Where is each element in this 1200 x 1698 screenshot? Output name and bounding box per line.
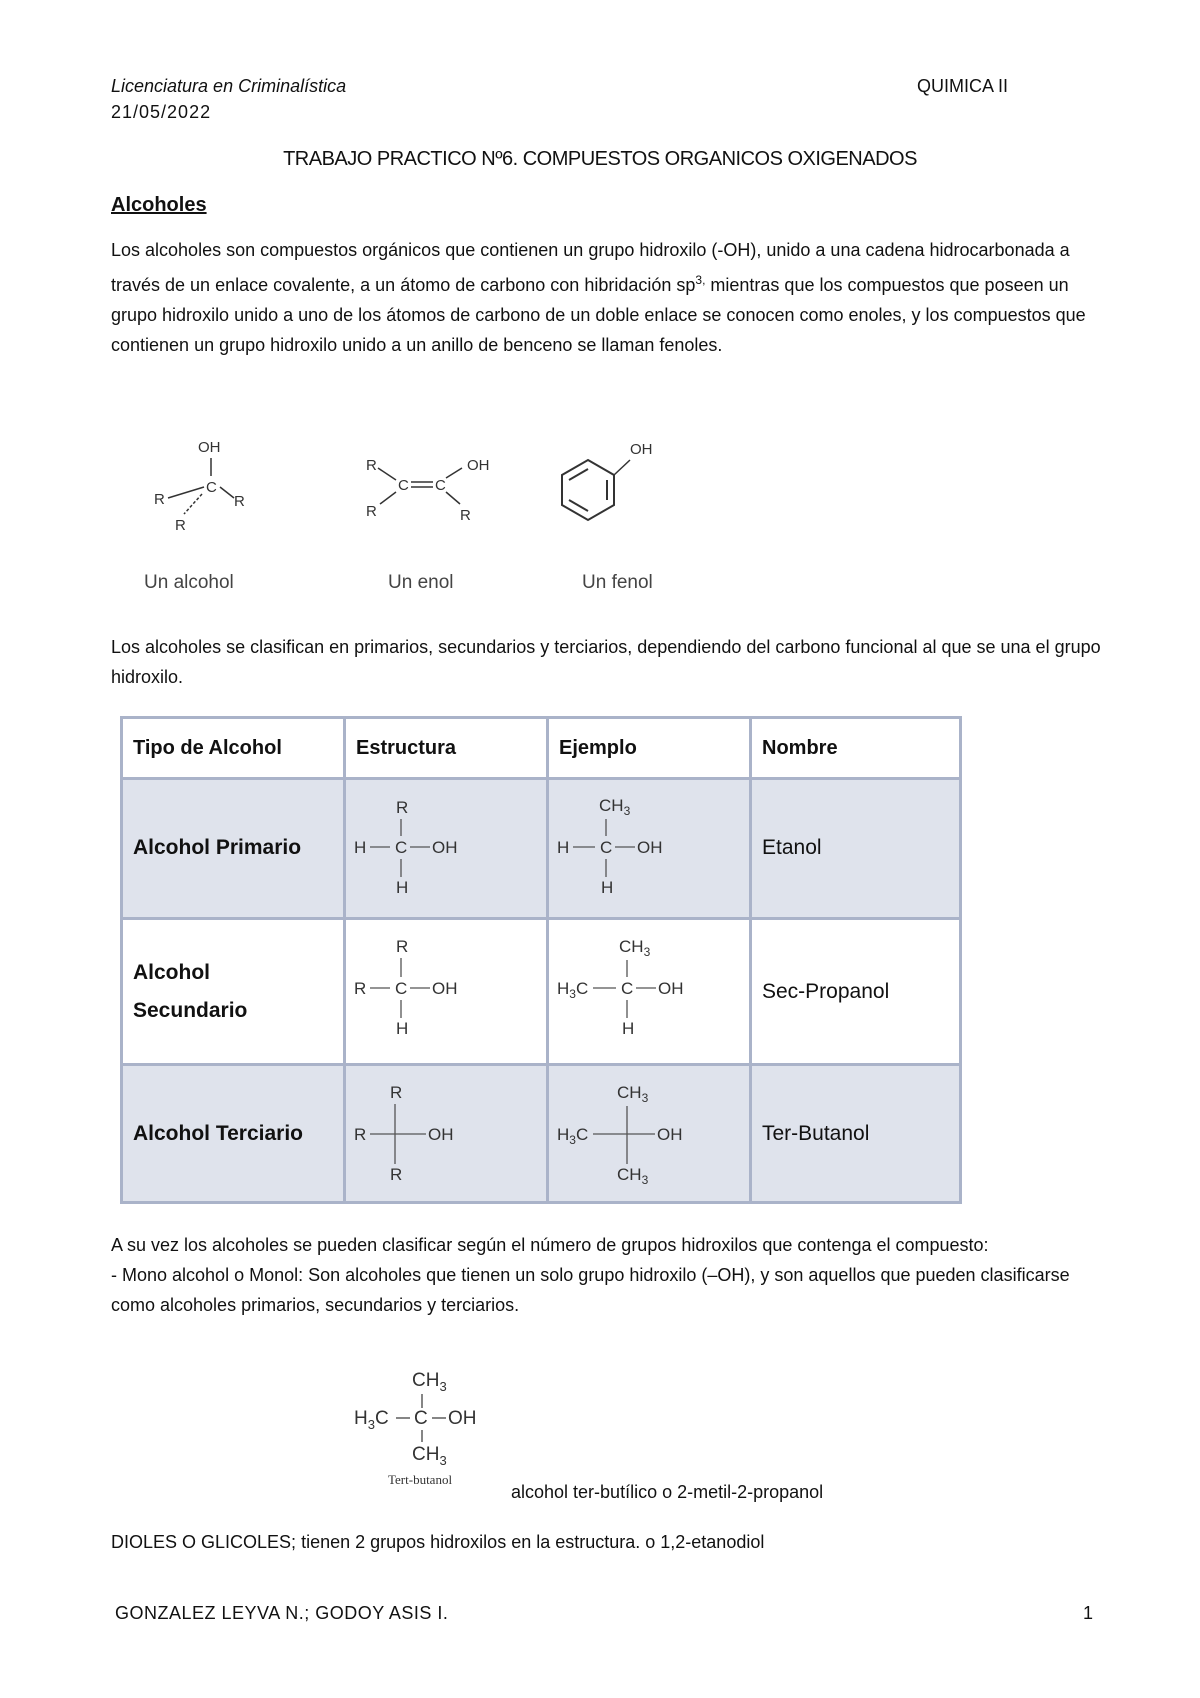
column-header: Nombre: [751, 718, 961, 779]
document-date: 21/05/2022: [111, 102, 212, 122]
svg-text:CH3: $CH_3$: [412, 1370, 447, 1394]
structure-cell: [345, 779, 548, 919]
alcohol-structure: [144, 439, 245, 593]
alcohol-types-table: [120, 716, 962, 1204]
tert-butanol-caption: alcohol ter-butílico o 2-metil-2-propanol: [511, 1482, 824, 1502]
table-row: [122, 918, 961, 1064]
svg-text:C: C: [395, 978, 408, 998]
svg-text:C: C: [398, 477, 409, 494]
column-header: Ejemplo: [548, 718, 751, 779]
caption-alcohol: Un alcohol: [144, 572, 234, 593]
phenol-structure: [562, 441, 653, 593]
svg-text:C: C: [600, 838, 613, 858]
svg-text:H3C: $H_3C$: [354, 1408, 389, 1432]
enol-structure: [366, 457, 490, 593]
svg-text:C: C: [414, 1408, 428, 1429]
svg-text:C: C: [435, 477, 446, 494]
example-cell: [548, 918, 751, 1064]
svg-text:R: R: [460, 507, 471, 524]
svg-text:H: H: [396, 1018, 409, 1038]
tert-butanol-label: Tert-butanol: [388, 1472, 453, 1487]
svg-text:OH: OH: [198, 439, 221, 456]
subject-name: QUIMICA II: [916, 76, 1008, 96]
svg-text:OH: OH: [637, 838, 663, 858]
svg-text:C: C: [206, 479, 217, 496]
svg-text:OH: OH: [630, 441, 653, 458]
svg-text:H: H: [601, 878, 614, 898]
svg-text:R: R: [366, 503, 377, 520]
svg-text:C: C: [621, 978, 634, 998]
svg-text:CH3: $CH_3$: [599, 796, 631, 819]
svg-text:R: R: [396, 798, 409, 818]
svg-text:OH: OH: [448, 1408, 477, 1429]
svg-text:CH3: $CH_3$: [412, 1444, 447, 1468]
functional-groups-figure: [130, 430, 730, 600]
svg-text:OH: OH: [432, 838, 458, 858]
svg-text:R: R: [154, 491, 165, 508]
svg-text:CH3: $CH_3$: [617, 1164, 649, 1187]
svg-text:H3C: $H_3C$: [557, 978, 589, 1001]
structure-cell: [345, 918, 548, 1064]
svg-text:OH: OH: [428, 1124, 454, 1144]
svg-text:R: R: [390, 1164, 403, 1184]
section-heading: Alcoholes: [111, 194, 207, 216]
svg-text:H3C: $H_3C$: [557, 1124, 589, 1147]
svg-text:OH: OH: [657, 1124, 683, 1144]
svg-text:H: H: [622, 1018, 635, 1038]
svg-text:R: R: [396, 936, 409, 956]
alcohol-name-cell: Ter-Butanol: [751, 1065, 961, 1203]
table-row: [122, 779, 961, 919]
table-row: [122, 1065, 961, 1203]
example-cell: [548, 779, 751, 919]
svg-text:H: H: [557, 838, 570, 858]
alcohol-type-cell: Alcohol Secundario: [122, 918, 345, 1064]
svg-text:R: R: [175, 517, 186, 534]
svg-text:R: R: [390, 1082, 403, 1102]
page-number: 1: [1083, 1603, 1094, 1623]
alcohol-name-cell: Sec-Propanol: [751, 918, 961, 1064]
svg-text:R: R: [366, 457, 377, 474]
svg-text:CH3: $CH_3$: [619, 936, 651, 959]
alcohol-type-cell: Alcohol Terciario: [122, 1065, 345, 1203]
svg-text:CH3: $CH_3$: [617, 1082, 649, 1105]
hydroxyl-count-paragraph: A su vez los alcoholes se pueden clasificar según el número de grupos hidroxilos que contenga el compuesto: - Mono alcohol o Monol: Son alcoholes que tienen un solo grupo hidroxilo (–OH), y son aquellos que pueden clasificarse como alcoholes primarios, secundarios y terciarios.: [111, 1235, 1070, 1315]
svg-text:C: C: [395, 838, 408, 858]
svg-text:H: H: [396, 878, 409, 898]
alcohol-type-cell: Alcohol Primario: [122, 779, 345, 919]
svg-text:OH: OH: [467, 457, 490, 474]
classification-paragraph: Los alcoholes se clasifican en primarios, secundarios y terciarios, dependiendo del carbono funcional al que se una el grupo hidroxilo.: [111, 637, 1101, 687]
page-title: TRABAJO PRACTICO Nº6. COMPUESTOS ORGANICOS OXIGENADOS: [283, 148, 917, 170]
program-name: Licenciatura en Criminalística: [111, 76, 347, 96]
svg-text:R: R: [234, 493, 245, 510]
column-header: Estructura: [345, 718, 548, 779]
example-cell: [548, 1065, 751, 1203]
alcohol-name-cell: Etanol: [751, 779, 961, 919]
svg-text:R: R: [354, 978, 367, 998]
intro-paragraph: Los alcoholes son compuestos orgánicos que contienen un grupo hidroxilo (-OH), unido a una cadena hidrocarbonada a través de un enlace covalente, a un átomo de carbono con hibridación $sp^{3,}$ mientras que los compuestos que poseen un grupo hidroxilo unido a uno de los átomos de carbono de un doble enlace se conocen como enoles, y los compuestos que contienen un grupo hidroxilo unido a un anillo de benceno se llaman fenoles.: [111, 240, 1086, 355]
tert-butanol-figure: [352, 1362, 512, 1492]
footer-authors: GONZALEZ LEYVA N.; GODOY ASIS I.: [115, 1603, 449, 1623]
caption-enol: Un enol: [388, 572, 454, 593]
caption-phenol: Un fenol: [582, 572, 653, 593]
svg-text:R: R: [354, 1124, 367, 1144]
svg-text:OH: OH: [432, 978, 458, 998]
svg-text:H: H: [354, 838, 367, 858]
svg-text:OH: OH: [658, 978, 684, 998]
table-header-row: [122, 718, 961, 779]
diols-paragraph: DIOLES O GLICOLES; tienen 2 grupos hidroxilos en la estructura. o 1,2-etanodiol: [111, 1532, 765, 1552]
column-header: Tipo de Alcohol: [122, 718, 345, 779]
structure-cell: [345, 1065, 548, 1203]
